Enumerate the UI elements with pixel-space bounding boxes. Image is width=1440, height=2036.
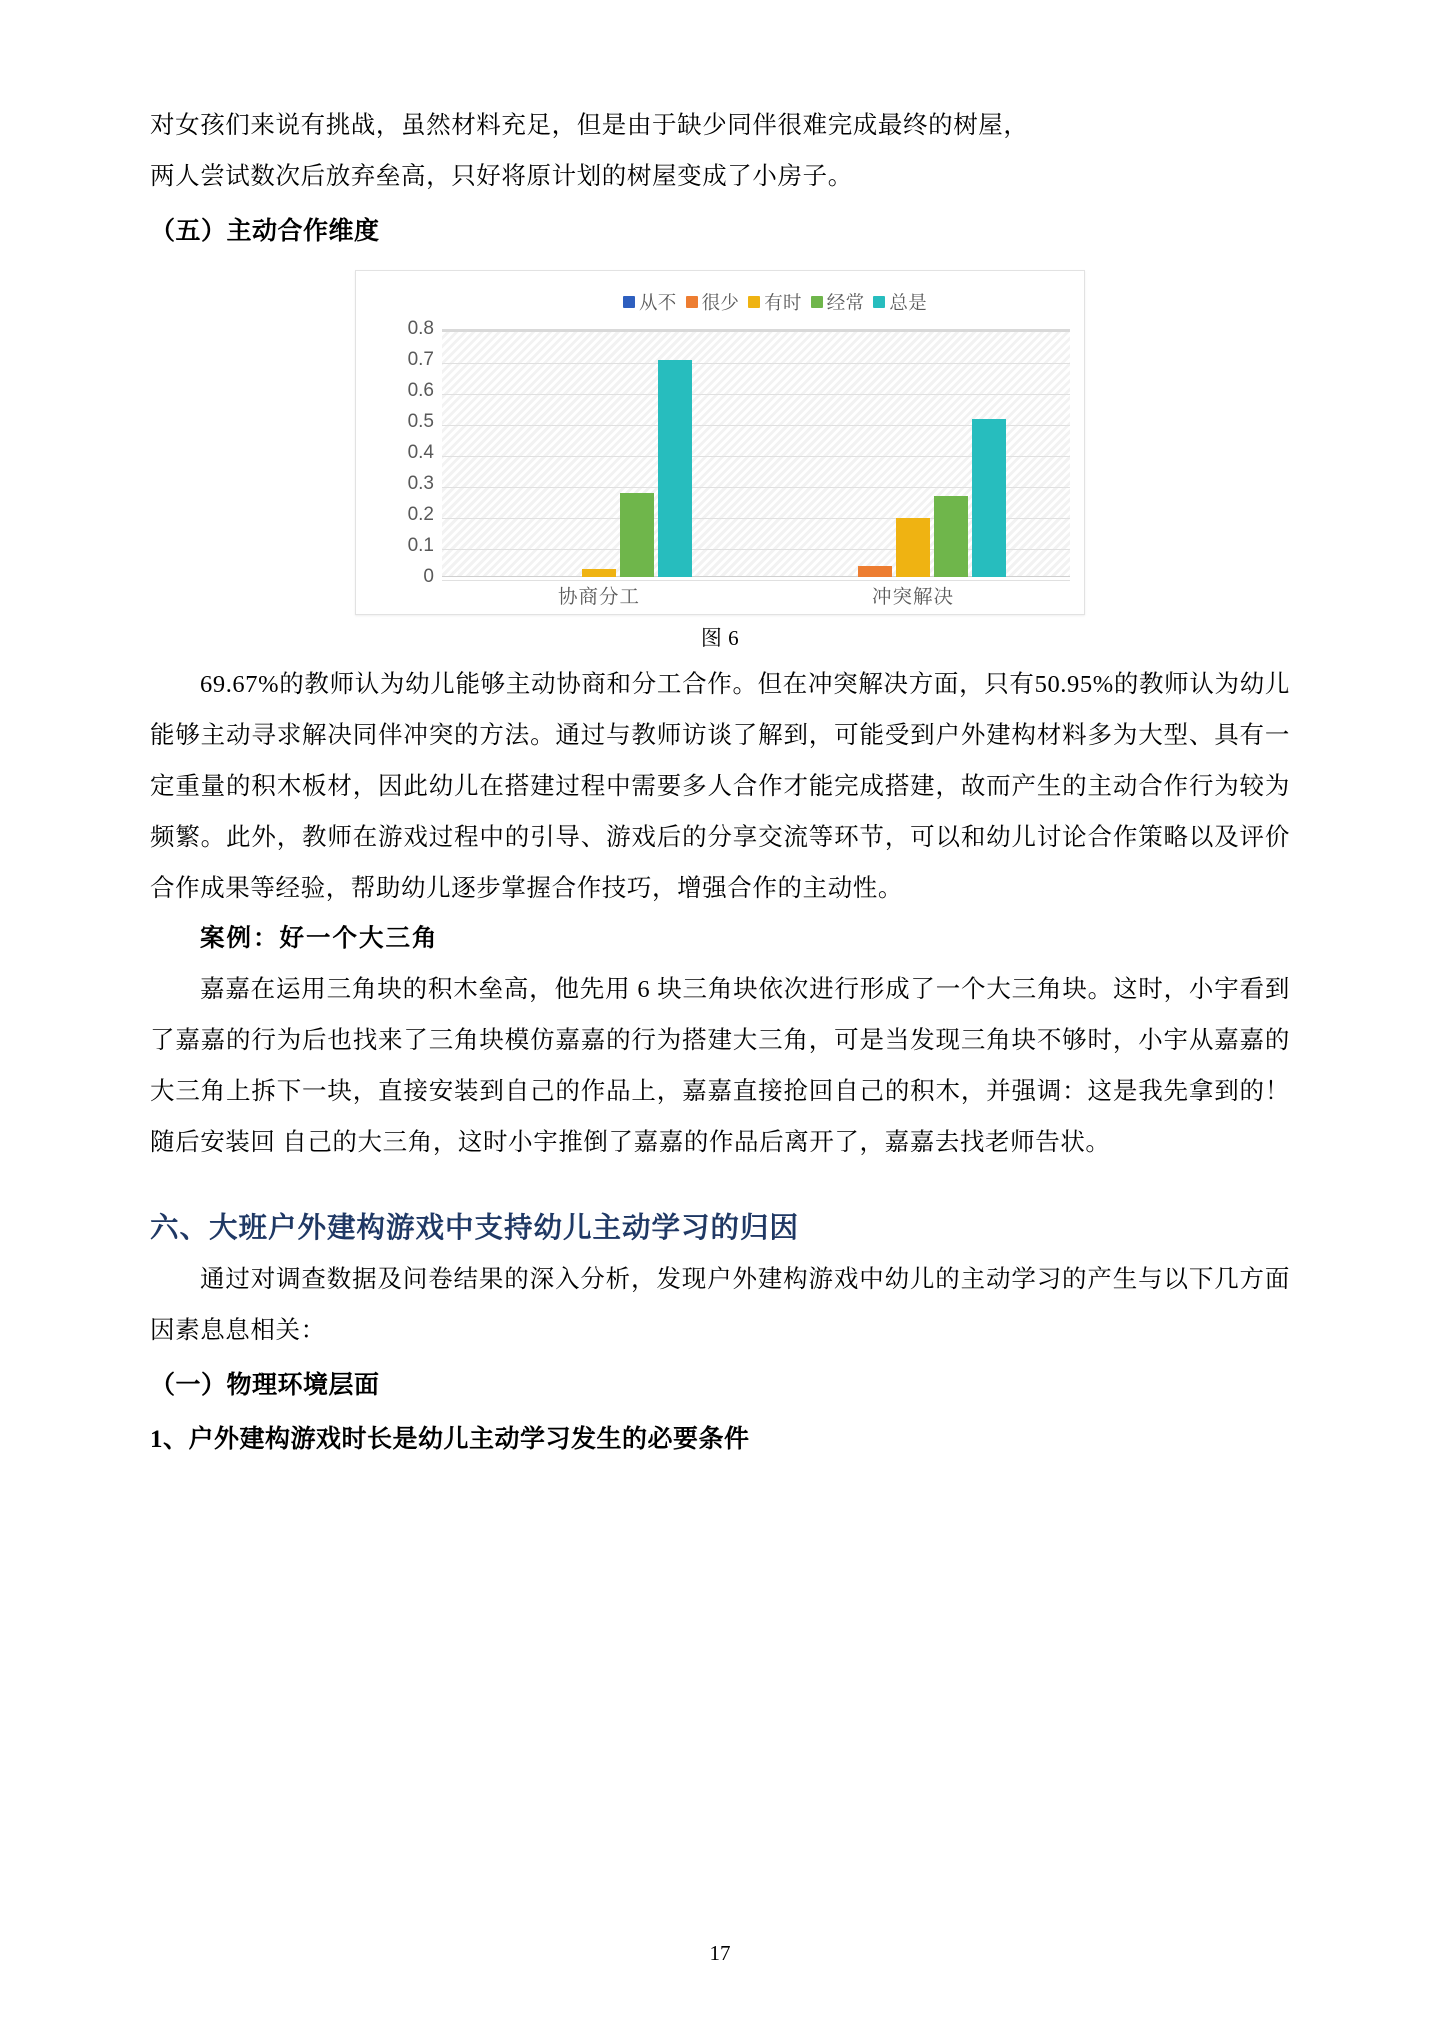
bar-很少 xyxy=(858,566,892,577)
x-axis-label: 协商分工 xyxy=(557,586,640,608)
legend-swatch-icon xyxy=(623,296,635,308)
bar-有时 xyxy=(896,518,930,577)
y-axis xyxy=(382,318,434,587)
y-axis-tick: 0.7 xyxy=(407,349,434,370)
legend-label: 总是 xyxy=(889,292,928,313)
bar-有时 xyxy=(582,569,616,577)
bar-chart xyxy=(355,270,1085,615)
figure-caption: 图 6 xyxy=(700,626,740,650)
figure-6-container xyxy=(355,270,1085,655)
chart-bars xyxy=(442,329,1070,577)
y-axis-tick: 0.3 xyxy=(407,473,434,494)
legend-item-从不 xyxy=(623,289,677,315)
bar-总是 xyxy=(658,360,692,577)
section-six-heading: 六、大班户外建构游戏中支持幼儿主动学习的归因 xyxy=(150,1212,800,1244)
legend-label: 从不 xyxy=(638,292,677,313)
legend-item-总是 xyxy=(873,289,927,315)
legend-item-经常 xyxy=(811,289,865,315)
subsection-one-heading: （一）物理环境层面 xyxy=(150,1372,380,1399)
page-number: 17 xyxy=(709,1941,731,1965)
y-axis-tick: 0.4 xyxy=(407,442,434,463)
bar-group-冲突解决 xyxy=(756,329,1070,577)
legend-swatch-icon xyxy=(811,296,823,308)
case-title: 案例：好一个大三角 xyxy=(200,925,439,952)
bar-总是 xyxy=(972,419,1006,577)
legend-label: 经常 xyxy=(826,292,865,313)
legend-label: 很少 xyxy=(701,292,740,313)
bar-经常 xyxy=(620,493,654,577)
legend-swatch-icon xyxy=(748,296,760,308)
legend-swatch-icon xyxy=(873,296,885,308)
bar-经常 xyxy=(934,496,968,577)
paragraph-intro-line1: 对女孩们来说有挑战，虽然材料充足，但是由于缺少同伴很难完成最终的树屋， xyxy=(150,112,1029,139)
paragraph-case-body: 嘉嘉在运用三角块的积木垒高，他先用 6 块三角块依次进行形成了一个大三角块。这时，小宇看到了嘉嘉的行为后也找来了三角块模仿嘉嘉的行为搭建大三角，可是当发现三角块不够时，小宇从嘉嘉的大三角上拆下一块，直接安装到自己的作品上，嘉嘉直接抢回自己的积木，并强调：这是我先拿到的！随后安装回 自己的大三角，这时小宇推倒了嘉嘉的作品后离开了，嘉嘉去找老师告状。 xyxy=(150,976,1290,1156)
bar-group-协商分工 xyxy=(442,329,756,577)
y-axis-tick: 0.8 xyxy=(407,318,434,339)
y-axis-tick: 0.6 xyxy=(407,380,434,401)
y-axis-tick: 0.5 xyxy=(407,411,434,432)
chart-plot-area xyxy=(356,318,1084,614)
chart-legend xyxy=(356,289,1084,315)
paragraph-section-six-body: 通过对调查数据及问卷结果的深入分析，发现户外建构游戏中幼儿的主动学习的产生与以下几方面因素息息相关： xyxy=(150,1266,1290,1344)
legend-item-有时 xyxy=(748,289,802,315)
legend-swatch-icon xyxy=(686,296,698,308)
y-axis-tick: 0.2 xyxy=(407,504,434,525)
y-axis-tick: 0 xyxy=(423,566,434,587)
legend-label: 有时 xyxy=(764,292,802,313)
paragraph-analysis: 69.67%的教师认为幼儿能够主动协商和分工合作。但在冲突解决方面，只有50.95%的教师认为幼儿能够主动寻求解决同伴冲突的方法。通过与教师访谈了解到，可能受到户外建构材料多为大型、具有一定重量的积木板材，因此幼儿在搭建过程中需要多人合作才能完成搭建，故而产生的主动合作行为较为频繁。此外，教师在游戏过程中的引导、游戏后的分享交流等环节，可以和幼儿讨论合作策略以及评价合作成果等经验，帮助幼儿逐步掌握合作技巧，增强合作的主动性。 xyxy=(150,671,1290,902)
x-axis-label: 冲突解决 xyxy=(871,586,954,608)
y-axis-tick: 0.1 xyxy=(407,535,434,556)
x-axis-labels xyxy=(442,581,1070,609)
paragraph-intro-line2: 两人尝试数次后放弃垒高，只好将原计划的树屋变成了小房子。 xyxy=(150,163,853,190)
legend-item-很少 xyxy=(686,289,740,315)
section-five-heading: （五）主动合作维度 xyxy=(150,218,380,245)
subsection-one-point: 1、户外建构游戏时长是幼儿主动学习发生的必要条件 xyxy=(150,1426,750,1453)
